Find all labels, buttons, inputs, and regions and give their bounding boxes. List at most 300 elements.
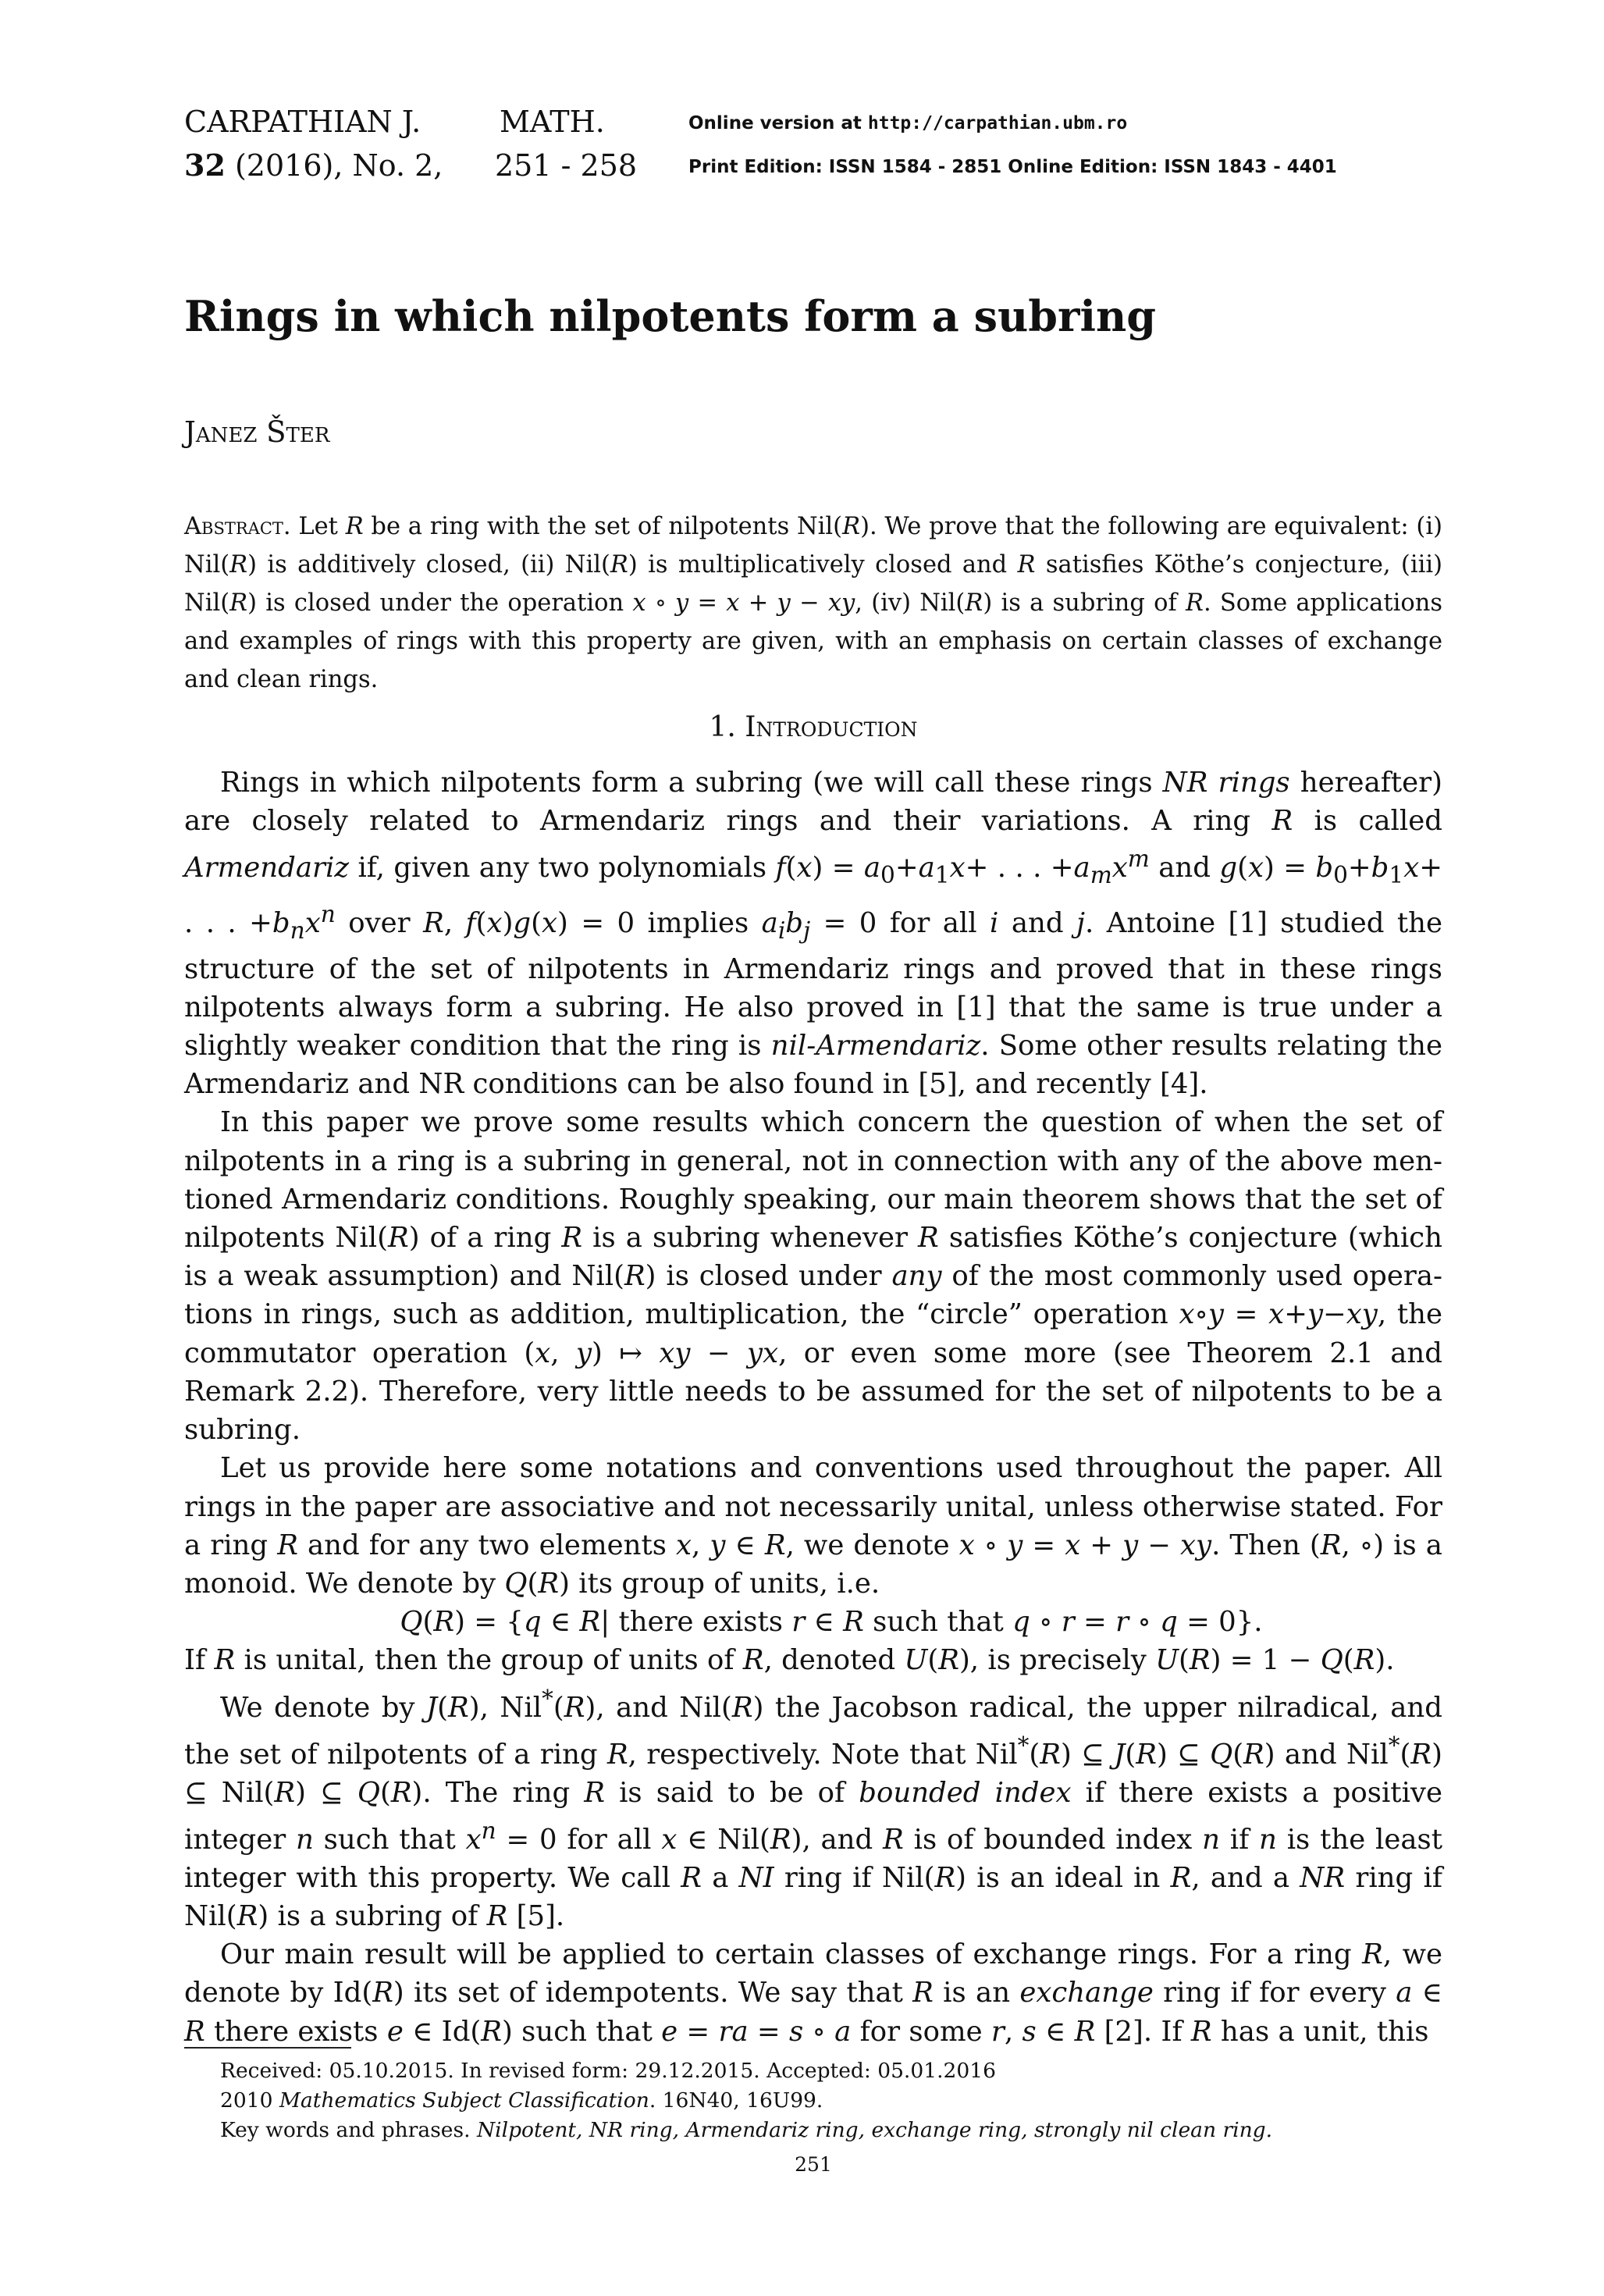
text-run: Received: 05.10.2015. In revised form: 29.12.2015. Accepted: 05.01.2016	[220, 2059, 996, 2083]
math-roman: ) ⊆ Nil(	[184, 1738, 1442, 1809]
text-run: is a weak assumption) and	[184, 1260, 572, 1293]
math-roman: −	[1323, 1298, 1346, 1331]
math-roman: (	[1237, 852, 1248, 885]
math-symbol: R	[1190, 2015, 1212, 2048]
math-symbol: a	[761, 906, 778, 939]
paper-author: Janez Šter	[184, 415, 330, 449]
math-roman: ) ↦	[592, 1337, 660, 1369]
math-symbol: y	[1207, 1298, 1224, 1331]
math-roman: Nil(	[796, 513, 843, 540]
math-roman: (	[1309, 1529, 1321, 1561]
text-run: 2010	[220, 2088, 279, 2113]
math-symbol: R	[1017, 551, 1036, 578]
math-symbol: x	[1111, 852, 1128, 885]
math-symbol: i	[990, 906, 999, 939]
math-roman: Nil(	[184, 551, 230, 578]
math-symbol: R	[681, 1861, 702, 1894]
body-paragraph	[184, 1680, 1442, 1936]
math-symbol: R	[584, 1776, 606, 1809]
math-roman: ) = {	[454, 1606, 524, 1639]
math-symbol: b	[1371, 852, 1389, 885]
text-run: is an	[933, 1977, 1020, 2009]
text-run: , we	[1382, 1938, 1443, 1971]
math-symbol: e	[661, 2015, 678, 2048]
math-roman: )	[559, 1567, 570, 1600]
online-url[interactable]: http://carpathian.ubm.ro	[867, 113, 1128, 133]
math-roman: ∘	[1129, 1606, 1161, 1639]
text-run: and for any two elements	[297, 1529, 677, 1561]
math-roman: Nil(	[571, 1260, 624, 1293]
math-symbol: R	[486, 1900, 508, 1933]
math-roman: (	[527, 1567, 539, 1600]
math-symbol: R	[277, 1529, 298, 1561]
math-symbol: R	[390, 1776, 412, 1809]
text-run: . 16N40, 16U99.	[649, 2088, 823, 2113]
page-number: 251	[795, 2153, 832, 2176]
text-run: nilpotents	[184, 1222, 336, 1255]
text-run: , the	[1377, 1298, 1442, 1331]
math-symbol: xy	[827, 589, 855, 617]
math-roman: (	[437, 1691, 449, 1724]
math-roman: ) =	[812, 852, 864, 885]
math-symbol: Q	[504, 1567, 528, 1600]
math-symbol: R	[387, 1222, 409, 1255]
math-subscript: j	[803, 917, 811, 944]
text-run: over	[348, 906, 424, 939]
math-symbol: R	[345, 513, 364, 540]
math-roman: ∈	[805, 1606, 844, 1639]
math-symbol: R	[229, 589, 248, 617]
math-roman: =	[688, 589, 727, 617]
math-roman: Nil(	[679, 1691, 732, 1724]
text-run: of rings with this property are given, with an emphasis on certain classes of exchange and clean rings.	[184, 628, 1443, 693]
math-symbol: R	[770, 1823, 791, 1856]
text-run: rings in the paper are associative and not necessarily unital, unless otherwise stated. For	[184, 1490, 1442, 1523]
math-symbol: x	[676, 1529, 692, 1561]
math-roman: )	[791, 1823, 802, 1856]
text-run: always form a subring. He also proved in [1] that the same is true under a slightly weaker	[184, 991, 1442, 1063]
math-roman: ∈	[541, 1606, 580, 1639]
volume-number: 32	[184, 148, 226, 183]
math-roman: Nil(	[919, 589, 966, 617]
math-symbol: y	[1307, 1298, 1323, 1331]
math-roman: =	[1074, 1606, 1116, 1639]
journal-math: MATH.	[500, 105, 605, 139]
math-roman: )	[502, 2015, 513, 2048]
text-run: satisfies Köthe’s conjecture (which	[938, 1222, 1443, 1255]
math-roman: Nil(	[184, 1900, 237, 1933]
text-run: is of bounded index	[903, 1823, 1203, 1856]
math-symbol: Q	[400, 1606, 423, 1639]
text-run: , is precisely	[969, 1644, 1156, 1677]
math-symbol: q	[1160, 1606, 1178, 1639]
math-symbol: R	[965, 589, 983, 617]
text-run: such that	[863, 1606, 1013, 1639]
math-symbol: r	[1061, 1606, 1075, 1639]
text-run: denote by	[184, 1977, 333, 2009]
text-run: In this paper we prove some results which concern the question of when the set of	[220, 1106, 1442, 1139]
math-symbol: R	[843, 1606, 864, 1639]
math-symbol: U	[1155, 1644, 1179, 1677]
math-roman: ∘	[1194, 1298, 1208, 1331]
text-run: for all	[877, 906, 990, 939]
text-run: there exists	[214, 2015, 387, 2048]
text-run: tioned Armendariz conditions. Roughly speaking, our main theorem shows that the set of	[184, 1183, 1442, 1216]
math-roman: ) = 0	[557, 906, 635, 939]
math-roman: −	[790, 589, 828, 617]
section-heading	[184, 709, 1442, 746]
math-roman: Nil	[1346, 1738, 1389, 1771]
emphasis: bounded index	[859, 1776, 1072, 1809]
text-run: ,	[443, 906, 466, 939]
text-run: is a	[1384, 1529, 1442, 1561]
math-superscript: n	[320, 900, 336, 927]
math-roman: Nil(	[335, 1222, 388, 1255]
footnote-received	[220, 2056, 996, 2086]
math-symbol: g	[513, 906, 532, 939]
text-run: Key words and phrases.	[220, 2118, 477, 2142]
math-roman: ) = 1 −	[1210, 1644, 1321, 1677]
math-roman: =	[1223, 1298, 1269, 1331]
text-run: . Antoine [1] studied the structure	[184, 906, 1443, 985]
math-subscript: 0	[1333, 862, 1348, 889]
math-symbol: f	[775, 852, 786, 885]
math-symbol: R	[1185, 589, 1204, 617]
math-symbol: R	[564, 1691, 585, 1724]
text-run: of the most commonly used opera-	[941, 1260, 1443, 1293]
math-roman: (	[475, 906, 487, 939]
math-roman: (	[1179, 1644, 1190, 1677]
math-roman: ∈ Id(	[403, 2015, 482, 2048]
text-run: . We prove that the following are equivalent: (i)	[869, 513, 1442, 540]
volume-issue: (2016), No. 2,	[225, 148, 443, 183]
math-symbol: R	[372, 1977, 393, 2009]
math-symbol: R	[742, 1644, 764, 1677]
math-symbol: s	[1022, 2015, 1037, 2048]
text-run: is a subring whenever	[582, 1222, 919, 1255]
math-roman: Nil	[975, 1738, 1018, 1771]
math-symbol: n	[1202, 1823, 1220, 1856]
math-symbol: y	[575, 1337, 592, 1369]
math-roman: (	[524, 1337, 535, 1369]
section-number: 1.	[709, 711, 736, 743]
math-symbol: R	[1353, 1644, 1375, 1677]
math-symbol: xy	[1180, 1529, 1212, 1561]
math-symbol: r	[791, 1606, 806, 1639]
math-symbol: x	[486, 906, 503, 939]
math-roman: )	[502, 906, 514, 939]
math-subscript: n	[290, 917, 305, 944]
math-roman: (	[1399, 1738, 1411, 1771]
math-roman: ∈	[1036, 2015, 1075, 2048]
math-symbol: y	[710, 1529, 726, 1561]
math-subscript: m	[1090, 862, 1112, 889]
paper-title: Rings in which nilpotents form a subring	[184, 291, 1156, 341]
text-run: such that	[313, 1823, 466, 1856]
math-roman: )	[955, 1861, 967, 1894]
math-symbol: x	[1247, 852, 1264, 885]
math-symbol: R	[938, 1644, 959, 1677]
text-run: its set of idempotents. We say that	[404, 1977, 913, 2009]
math-symbol: a	[1073, 852, 1090, 885]
math-roman: ∘	[1030, 1606, 1062, 1639]
math-symbol: R	[1189, 1644, 1211, 1677]
online-prefix: Online version at	[688, 113, 868, 133]
text-run: . Then	[1211, 1529, 1310, 1561]
math-symbol: Q	[1320, 1644, 1343, 1677]
text-run: , and a	[1191, 1861, 1300, 1894]
text-run: is a subring of	[992, 589, 1186, 617]
math-roman: =	[678, 2015, 719, 2048]
math-roman: )	[247, 589, 257, 617]
math-symbol: R	[448, 1691, 469, 1724]
footnote-keywords	[220, 2116, 1272, 2145]
math-symbol: ra	[718, 2015, 749, 2048]
math-symbol: yx	[747, 1337, 779, 1369]
text-run: is multiplicatively closed and	[637, 551, 1018, 578]
text-run: a ring	[184, 1529, 278, 1561]
math-symbol: r	[1115, 1606, 1129, 1639]
math-superscript: *	[542, 1685, 553, 1712]
math-roman: +	[1284, 1298, 1307, 1331]
body-paragraph	[184, 764, 1442, 1103]
text-run: ring if for every	[1153, 1977, 1396, 2009]
text-run: of the set of nilpotents in Armendariz rings and proved that in these rings nilpotents	[184, 952, 1442, 1023]
math-symbol: R	[912, 1977, 934, 2009]
emphasis: nil-Armendariz	[770, 1030, 981, 1063]
math-symbol: Q	[357, 1776, 380, 1809]
text-run: and	[998, 906, 1077, 939]
math-roman: (	[379, 1776, 391, 1809]
math-symbol: R	[731, 1691, 753, 1724]
math-symbol: q	[523, 1606, 542, 1639]
text-run: such that	[512, 2015, 662, 2048]
text-run: is closed under the operation	[265, 589, 633, 617]
math-roman: (	[1029, 1738, 1040, 1771]
math-roman: =	[1023, 1529, 1065, 1561]
journal-name: CARPATHIAN J.	[184, 105, 421, 139]
math-roman: ,	[1004, 2015, 1023, 2048]
text-run: Rings in which nilpotents form a subring (we will call these rings	[220, 767, 1163, 799]
text-run: , or even some more (see Theorem 2.1 and Remark	[184, 1337, 1442, 1408]
math-symbol: R	[423, 906, 444, 939]
math-roman: + . . . +	[965, 852, 1074, 885]
text-run: if there exists a	[1071, 1776, 1319, 1809]
math-symbol: x	[1403, 852, 1420, 885]
text-run: , and	[802, 1823, 884, 1856]
math-symbol: R	[579, 1606, 601, 1639]
text-run: .	[1385, 1644, 1395, 1677]
math-symbol: R	[1410, 1738, 1432, 1771]
math-roman: )	[958, 1644, 970, 1677]
math-roman: ∈ Nil(	[677, 1823, 770, 1856]
math-symbol: g	[1219, 852, 1238, 885]
text-run: Let us provide here some notations and conventions used throughout the paper. All	[220, 1452, 1442, 1485]
math-roman: Nil	[500, 1691, 542, 1724]
text-run: monoid. We denote by	[184, 1567, 505, 1600]
math-roman: = 0	[496, 1823, 557, 1856]
math-roman: )	[752, 1691, 764, 1724]
text-run: a	[701, 1861, 739, 1894]
math-symbol: a	[834, 2015, 852, 2048]
math-roman: )	[860, 513, 870, 540]
math-symbol: f	[465, 906, 476, 939]
math-roman: ∈	[725, 1529, 765, 1561]
math-roman: −	[690, 1337, 748, 1369]
math-symbol: R	[764, 1529, 786, 1561]
math-symbol: xy	[659, 1337, 691, 1369]
math-symbol: x	[726, 589, 740, 617]
emphasis: Nilpotent, NR ring, Armendariz ring, exchange ring, strongly nil clean ring.	[476, 2118, 1273, 2142]
math-symbol: x	[542, 906, 558, 939]
math-symbol: s	[788, 2015, 804, 2048]
math-roman: +	[1080, 1529, 1123, 1561]
math-subscript: 1	[1389, 862, 1404, 889]
text-run: the set of nilpotents of a ring	[184, 1738, 607, 1771]
math-roman: ) ⊆	[1156, 1738, 1211, 1771]
math-symbol: y	[1007, 1529, 1023, 1561]
text-run: if	[1219, 1823, 1260, 1856]
math-symbol: R	[1136, 1738, 1157, 1771]
math-roman: )	[247, 551, 257, 578]
math-symbol: J	[425, 1691, 438, 1724]
math-symbol: b	[785, 906, 804, 939]
math-subscript: 0	[880, 862, 895, 889]
text-run: satisfies Köthe’s conjecture, (iii)	[1035, 551, 1442, 578]
text-run: . Some applications and examples	[184, 589, 1443, 655]
math-roman: , ∘)	[1341, 1529, 1385, 1561]
text-run: hereafter)	[1289, 767, 1442, 799]
text-run: for some	[851, 2015, 991, 2048]
math-symbol: n	[295, 1823, 314, 1856]
online-version	[688, 105, 1127, 142]
math-symbol: R	[883, 1823, 904, 1856]
math-roman: )	[1264, 1738, 1275, 1771]
math-roman: )	[983, 589, 993, 617]
math-symbol: R	[184, 2015, 205, 2048]
math-symbol: Q	[1210, 1738, 1233, 1771]
text-run: NR conditions can be also found in [5], and recently [4].	[418, 1068, 1208, 1101]
math-symbol: U	[904, 1644, 928, 1677]
text-run: . Some other results relating the Armendariz and	[184, 1030, 1442, 1101]
math-roman: )	[411, 1776, 423, 1809]
math-roman: + . . . +	[184, 852, 1443, 939]
text-run: has a unit, this	[1211, 2015, 1429, 2048]
math-symbol: J	[1114, 1738, 1126, 1771]
text-run: the Jacobson radical, the upper nilradical, and	[763, 1691, 1443, 1724]
text-run: tions in rings, such as addition, multiplication, the “circle” operation	[184, 1298, 1179, 1331]
math-symbol: R	[934, 1861, 956, 1894]
text-run: , respectively. Note that	[628, 1738, 976, 1771]
math-symbol: R	[433, 1606, 455, 1639]
text-run: the least integer with this property. We call	[184, 1823, 1442, 1894]
display-equation	[184, 1603, 1442, 1641]
text-run: We denote by	[220, 1691, 426, 1724]
math-symbol: R	[1170, 1861, 1192, 1894]
text-run: , (iv)	[855, 589, 920, 617]
math-symbol: a	[1396, 1977, 1413, 2009]
math-roman: ) ⊆	[1060, 1738, 1115, 1771]
math-roman: Nil(	[564, 551, 610, 578]
math-roman: ,	[692, 1529, 710, 1561]
text-run: is unital, then the group of units of	[235, 1644, 743, 1677]
math-roman: )	[408, 1222, 420, 1255]
text-run: , we denote	[785, 1529, 959, 1561]
math-symbol: x	[949, 852, 966, 885]
math-symbol: R	[1320, 1529, 1342, 1561]
math-symbol: x	[1268, 1298, 1285, 1331]
math-symbol: R	[1074, 2015, 1096, 2048]
math-roman: +	[739, 589, 777, 617]
math-roman: Nil(	[184, 589, 230, 617]
text-run: nilpotents in a ring is a subring in general, not in connection with any of the above men-	[184, 1144, 1442, 1177]
math-symbol: R	[538, 1567, 560, 1600]
math-roman: )	[258, 1900, 269, 1933]
math-superscript: m	[1127, 845, 1150, 873]
text-run: ring if	[1355, 1861, 1442, 1894]
math-roman: (	[1343, 1644, 1354, 1677]
math-roman: +	[1347, 852, 1371, 885]
math-symbol: x	[465, 1823, 482, 1856]
math-roman: ∘	[803, 2015, 835, 2048]
math-symbol: r	[990, 2015, 1005, 2048]
math-roman: )	[468, 1691, 480, 1724]
math-roman: −	[1138, 1529, 1180, 1561]
math-symbol: xy	[1346, 1298, 1378, 1331]
journal-header	[184, 103, 1442, 189]
text-run: is additively closed, (ii)	[256, 551, 565, 578]
math-symbol: x	[1179, 1298, 1195, 1331]
math-subscript: 1	[934, 862, 950, 889]
text-run: for all	[557, 1823, 662, 1856]
math-roman: ∘	[646, 589, 676, 617]
math-symbol: x	[1065, 1529, 1081, 1561]
section-title: Introduction	[745, 711, 918, 743]
math-symbol: R	[1040, 1738, 1061, 1771]
text-run: and	[1149, 852, 1220, 885]
math-symbol: R	[229, 551, 248, 578]
emphasis: Armendariz	[184, 852, 350, 885]
math-symbol: y	[1122, 1529, 1139, 1561]
math-symbol: R	[237, 1900, 258, 1933]
math-subscript: i	[777, 917, 786, 944]
math-symbol: x	[796, 852, 813, 885]
math-roman: )	[393, 1977, 404, 2009]
emphasis: NR rings	[1162, 767, 1290, 799]
math-symbol: R	[214, 1644, 236, 1677]
math-symbol: j	[1076, 906, 1086, 939]
math-symbol: y	[675, 589, 689, 617]
math-roman: ∈	[1412, 1977, 1442, 2009]
math-symbol: a	[918, 852, 935, 885]
math-symbol: R	[561, 1222, 583, 1255]
math-symbol: R	[1362, 1938, 1383, 1971]
math-roman: )	[585, 1691, 596, 1724]
abstract-text	[184, 507, 1442, 699]
paper-body	[184, 764, 1442, 2051]
journal-volume	[184, 147, 443, 184]
text-run: [2]. If	[1095, 2015, 1191, 2048]
math-roman: ∘	[974, 1529, 1008, 1561]
text-run: are closely related to Armendariz rings and their variations. A ring	[184, 805, 1272, 838]
abstract-label: Abstract.	[184, 513, 299, 540]
math-roman: )	[628, 551, 638, 578]
math-roman: )	[645, 1260, 656, 1293]
math-roman: ) ⊆	[295, 1776, 357, 1809]
emphasis: Mathematics Subject Classification	[279, 2088, 649, 2113]
math-roman: (	[785, 852, 797, 885]
math-symbol: b	[1315, 852, 1334, 885]
